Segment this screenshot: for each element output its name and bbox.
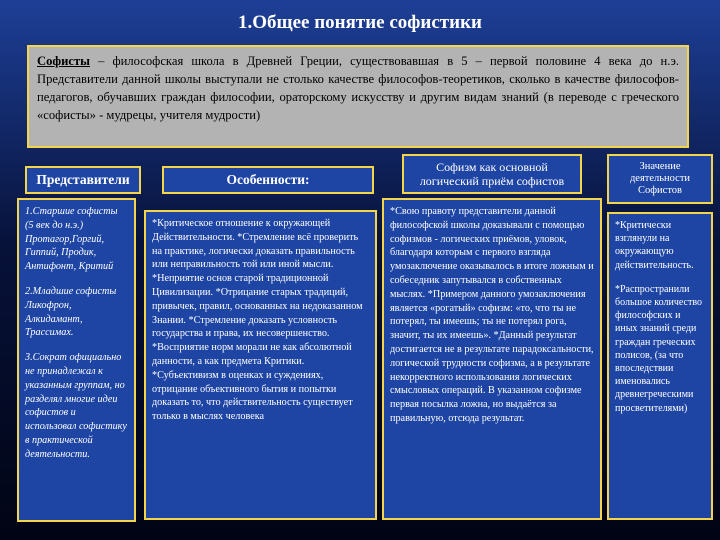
- significance-point-1: *Критически взглянули на окружающую действительность.: [615, 220, 694, 271]
- younger-sophists: 2.Младшие софисты Ликофрон, Алкидамант, Трассимах.: [25, 285, 117, 339]
- slide-title: 1.Общее понятие софистики: [238, 12, 482, 33]
- header-features: Особенности:: [162, 166, 374, 194]
- sophism-column: *Свою правоту представители данной философской школы доказывали с помощью софизмов - логических приёмов, уловок, благодаря которым с первого взгляда умозаключение оказывалось в итоге ложным и собеседник запутывался в собственных мыслях. *Примером данного умозаключения является «рогатый» софизм: «то, что ты не потерял, ты имеешь; ты не потерял рога, значит, ты их имеешь». *Данный результат достигается не в результате парадоксальности, логической трудности софизма, а в результате некорректного использования логических смысловых операций. В указанном софизме первая посылка ложна, но выдаётся за правильную, отсюда результат.: [382, 198, 602, 520]
- definition-box: [27, 45, 689, 148]
- socrates-note: 3.Сократ официально не принадлежал к указанным группам, но разделял многие идеи софистов и использовал софистику в практической деятельности.: [25, 352, 127, 460]
- definition-text: – философская школа в Древней Греции, существовавшая в 5 – первой половине 4 века до н.э. Представители данной школы выступали не столько качестве философов-теоретиков, сколько в качестве философов-педагогов, обучавших граждан философии, ораторскому искусству и другим видам знаний (в переводе с греческого «софисты» - мудрецы, учителя мудрости): [37, 54, 679, 122]
- significance-column: [607, 212, 713, 520]
- features-column: *Критическое отношение к окружающей Действительности. *Стремление всё проверить на практике, логически доказать правильность или неправильность той или иной мысли. *Неприятие основ старой традиционной Цивилизации. *Отрицание старых традиций, привычек, правил, основанных на недоказанном Знании. *Стремление доказать условность государства и права, их несовершенство. *Восприятие норм морали не как абсолютной данности, а как предмета Критики. *Субъективизм в оценках и суждениях, отрицание объективного бытия и попытки доказать то, что действительность существует только в мыслях человека: [144, 210, 377, 520]
- header-representatives: Представители: [25, 166, 141, 194]
- significance-point-2: *Распространили большое количество философских и иных знаний среди граждан греческих полисов, (за что впоследствии именовались древнегреческими просветителями): [615, 283, 703, 414]
- header-sophism: Софизм как основной логический приём софистов: [402, 154, 582, 194]
- header-significance: Значение деятельности Софистов: [607, 154, 713, 204]
- representatives-column: [17, 198, 136, 522]
- elder-sophists: 1.Старшие софисты (5 век до н.э.) Протагор,Горгий, Гиппий, Продик, Антифонт, Критий: [25, 206, 118, 273]
- definition-term: Софисты: [37, 54, 90, 68]
